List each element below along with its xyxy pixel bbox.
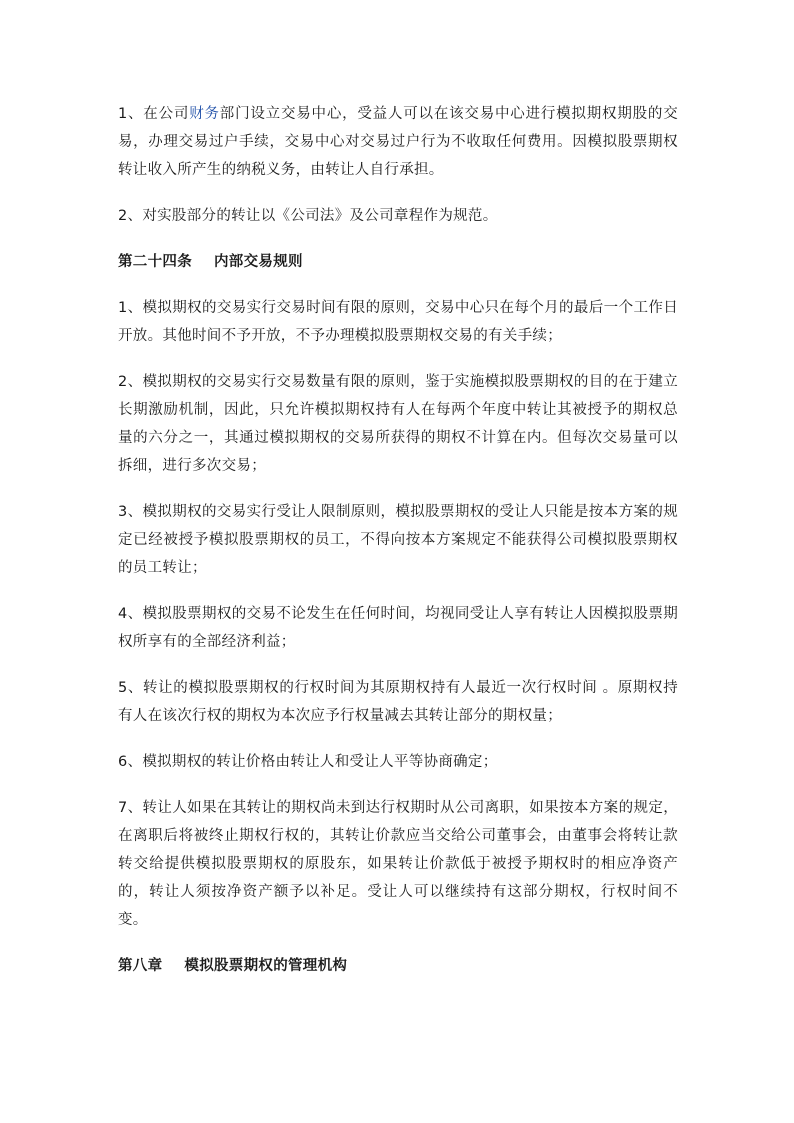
- document-page: [118, 100, 678, 998]
- rule-item-4: 4、模拟股票期权的交易不论发生在任何时间，均视同受让人享有转让人因模拟股票期权所享有的全部经济利益；: [118, 606, 678, 650]
- chapter-title: 模拟股票期权的管理机构: [184, 958, 348, 974]
- rule-item-2: 2、模拟期权的交易实行交易数量有限的原则，鉴于实施模拟股票期权的目的在于建立长期激励机制，因此，只允许模拟期权持有人在每两个年度中转让其被授予的期权总量的六分之一，其通过模拟期权的交易所获得的期权不计算在内。但每次交易量可以拆细，进行多次交易；: [118, 374, 678, 474]
- chapter-number: 第八章: [118, 958, 163, 974]
- article-title: 内部交易规则: [214, 254, 303, 270]
- article-24-heading: [118, 248, 678, 276]
- paragraph-text: 部门设立交易中心，受益人可以在该交易中心进行模拟期权期股的交易，办理交易过户手续，交易中心对交易过户行为不收取任何费用。因模拟股票期权转让收入所产生的纳税义务，由转让人自行承担。: [118, 106, 679, 178]
- rule-item-7: 7、转让人如果在其转让的期权尚未到达行权期时从公司离职，如果按本方案的规定，在离职后将被终止期权行权的，其转让价款应当交给公司董事会，由董事会将转让款转交给提供模拟股票期权的原股东，如果转让价款低于被授予期权时的相应净资产的，转让人须按净资产额予以补足。受让人可以继续持有这部分期权，行权时间不变。: [118, 800, 678, 928]
- paragraph-trading-center: [118, 100, 678, 184]
- rule-item-3: 3、模拟期权的交易实行受让人限制原则，模拟股票期权的受让人只能是按本方案的规定已经被授予模拟股票期权的员工，不得向按本方案规定不能获得公司模拟股票期权的员工转让；: [118, 504, 678, 576]
- rule-item-5: 5、转让的模拟股票期权的行权时间为其原期权持有人最近一次行权时间 。原期权持有人在该次行权的期权为本次应予行权量减去其转让部分的期权量；: [118, 680, 678, 724]
- rule-item-1: 1、模拟期权的交易实行交易时间有限的原则，交易中心只在每个月的最后一个工作日开放。其他时间不予开放，不予办理模拟股票期权交易的有关手续；: [118, 300, 678, 344]
- finance-link[interactable]: 财务: [189, 106, 220, 122]
- chapter-8-heading: [118, 952, 678, 980]
- paragraph-text: 1、在公司: [118, 106, 190, 122]
- paragraph-real-shares: 2、对实股部分的转让以《公司法》及公司章程作为规范。: [118, 208, 498, 224]
- article-number: 第二十四条: [118, 254, 192, 270]
- rule-item-6: 6、模拟期权的转让价格由转让人和受让人平等协商确定；: [118, 754, 498, 770]
